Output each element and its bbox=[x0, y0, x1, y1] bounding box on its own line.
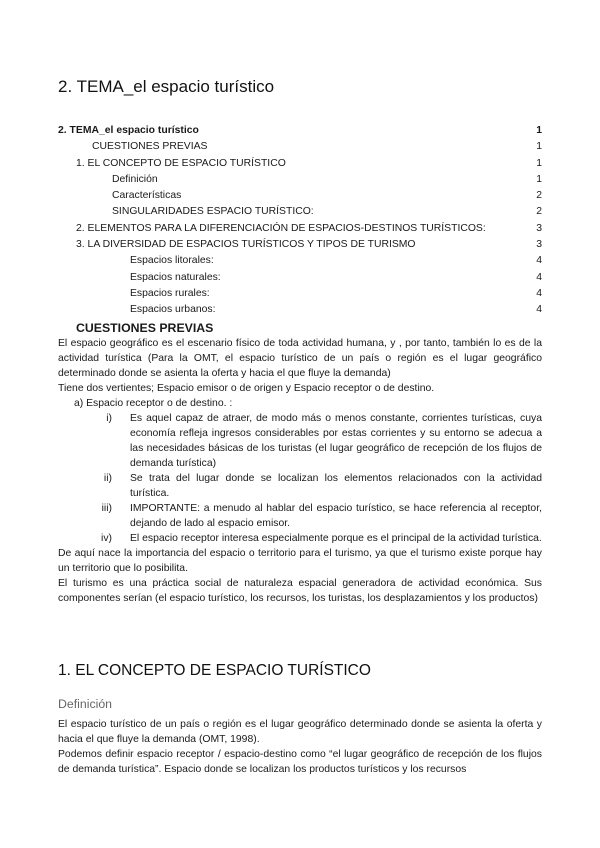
paragraph: El turismo es una práctica social de naturaleza espacial generadora de actividad económica. Sus componentes serían (el espacio turístico, los recursos, los turistas, los desplazamientos y los productos) bbox=[58, 578, 542, 604]
toc-entry[interactable] bbox=[58, 270, 542, 286]
toc-entry-text: 1. EL CONCEPTO DE ESPACIO TURÍSTICO bbox=[76, 157, 286, 169]
toc-page-number: 4 bbox=[536, 255, 542, 267]
toc-entry-text: 2. TEMA_el espacio turístico bbox=[58, 125, 199, 136]
cuestiones-heading: CUESTIONES PREVIAS bbox=[76, 321, 214, 335]
toc-entry-text: Espacios naturales: bbox=[130, 271, 221, 283]
toc-entry[interactable] bbox=[58, 204, 542, 220]
list-number: iv) bbox=[101, 533, 112, 544]
paragraph: Podemos definir espacio receptor / espacio-destino como “el lugar geográfico de recepción de los flujos de demanda turística”. Espacio donde se localizan los productos turísticos y los recursos bbox=[58, 749, 542, 775]
cuestiones-section bbox=[58, 320, 542, 606]
subsection-heading: Definición bbox=[58, 697, 112, 711]
list-text: Es aquel capaz de atraer, de modo más o menos constante, corrientes turísticas, cuya economía refleja ingresos considerables por estas corrientes y su entorno se adecua a las necesidades básicas de los turistas (el lugar geográfico de recepción de los flujos de demanda turística) bbox=[130, 413, 542, 469]
toc-entry[interactable] bbox=[58, 188, 542, 204]
list-number: iii) bbox=[101, 503, 112, 514]
toc-entry-text: Espacios urbanos: bbox=[130, 304, 216, 316]
list-letter-item: a) Espacio receptor o de destino. : bbox=[74, 398, 233, 409]
toc-page-number: 1 bbox=[536, 157, 542, 169]
paragraph: El espacio geográfico es el escenario físico de toda actividad humana, y , por tanto, también lo es de la actividad turística (Para la OMT, el espacio turístico de un país o región es el lugar geográfico determinado donde se asienta la oferta y hacia el que fluye la demanda) bbox=[58, 338, 542, 379]
toc-page-number: 3 bbox=[536, 239, 542, 251]
toc-entry-text: Espacios rurales: bbox=[130, 287, 210, 299]
table-of-contents bbox=[58, 123, 542, 319]
list-item bbox=[58, 501, 542, 531]
paragraph: Tiene dos vertientes; Espacio emisor o de origen y Espacio receptor o de destino. bbox=[58, 383, 435, 394]
toc-entry[interactable] bbox=[58, 139, 542, 155]
toc-page-number: 2 bbox=[536, 206, 542, 218]
paragraph: El espacio turístico de un país o región es el lugar geográfico determinado donde se asienta la oferta y hacia el que fluye la demanda (OMT, 1998). bbox=[58, 719, 542, 745]
toc-page-number: 1 bbox=[536, 125, 542, 136]
toc-entry[interactable] bbox=[58, 237, 542, 253]
toc-page-number: 2 bbox=[536, 190, 542, 202]
toc-entry[interactable] bbox=[58, 123, 542, 139]
toc-entry-text: SINGULARIDADES ESPACIO TURÍSTICO: bbox=[112, 206, 314, 218]
list-number: ii) bbox=[103, 473, 112, 484]
toc-entry[interactable] bbox=[58, 286, 542, 302]
toc-page-number: 4 bbox=[536, 304, 542, 316]
toc-page-number: 1 bbox=[536, 173, 542, 185]
toc-page-number: 3 bbox=[536, 222, 542, 234]
toc-entry-text: Espacios litorales: bbox=[130, 255, 214, 267]
toc-entry-text: CUESTIONES PREVIAS bbox=[92, 141, 208, 153]
section-heading: 1. EL CONCEPTO DE ESPACIO TURÍSTICO bbox=[58, 662, 371, 679]
toc-entry[interactable] bbox=[58, 302, 542, 318]
toc-page-number: 1 bbox=[536, 141, 542, 153]
toc-entry[interactable] bbox=[58, 172, 542, 188]
toc-entry-text: 2. ELEMENTOS PARA LA DIFERENCIACIÓN DE ESPACIOS-DESTINOS TURÍSTICOS: bbox=[76, 222, 486, 234]
toc-entry-text: Definición bbox=[112, 173, 158, 185]
toc-entry-text: Características bbox=[112, 190, 182, 202]
definicion-section bbox=[58, 717, 542, 777]
list-item bbox=[58, 531, 542, 546]
list-text: El espacio receptor interesa especialmente porque es el principal de la actividad turística. bbox=[130, 533, 542, 544]
document-title: 2. TEMA_el espacio turístico bbox=[58, 77, 275, 96]
toc-entry-text: 3. LA DIVERSIDAD DE ESPACIOS TURÍSTICOS Y TIPOS DE TURISMO bbox=[76, 239, 416, 251]
list-text: Se trata del lugar donde se localizan los elementos relacionados con la actividad turística. bbox=[130, 473, 542, 499]
toc-page-number: 4 bbox=[536, 287, 542, 299]
toc-entry[interactable] bbox=[58, 253, 542, 269]
list-item bbox=[58, 471, 542, 501]
toc-page-number: 4 bbox=[536, 271, 542, 283]
roman-list bbox=[58, 411, 542, 546]
paragraph: De aquí nace la importancia del espacio o territorio para el turismo, ya que el turismo existe porque hay un territorio que lo posibilita. bbox=[58, 548, 542, 574]
toc-entry[interactable] bbox=[58, 156, 542, 172]
list-item bbox=[58, 411, 542, 471]
toc-entry[interactable] bbox=[58, 221, 542, 237]
list-text: IMPORTANTE: a menudo al hablar del espacio turístico, se hace referencia al receptor, dejando de lado al espacio emisor. bbox=[130, 503, 542, 529]
list-number: i) bbox=[106, 413, 112, 424]
